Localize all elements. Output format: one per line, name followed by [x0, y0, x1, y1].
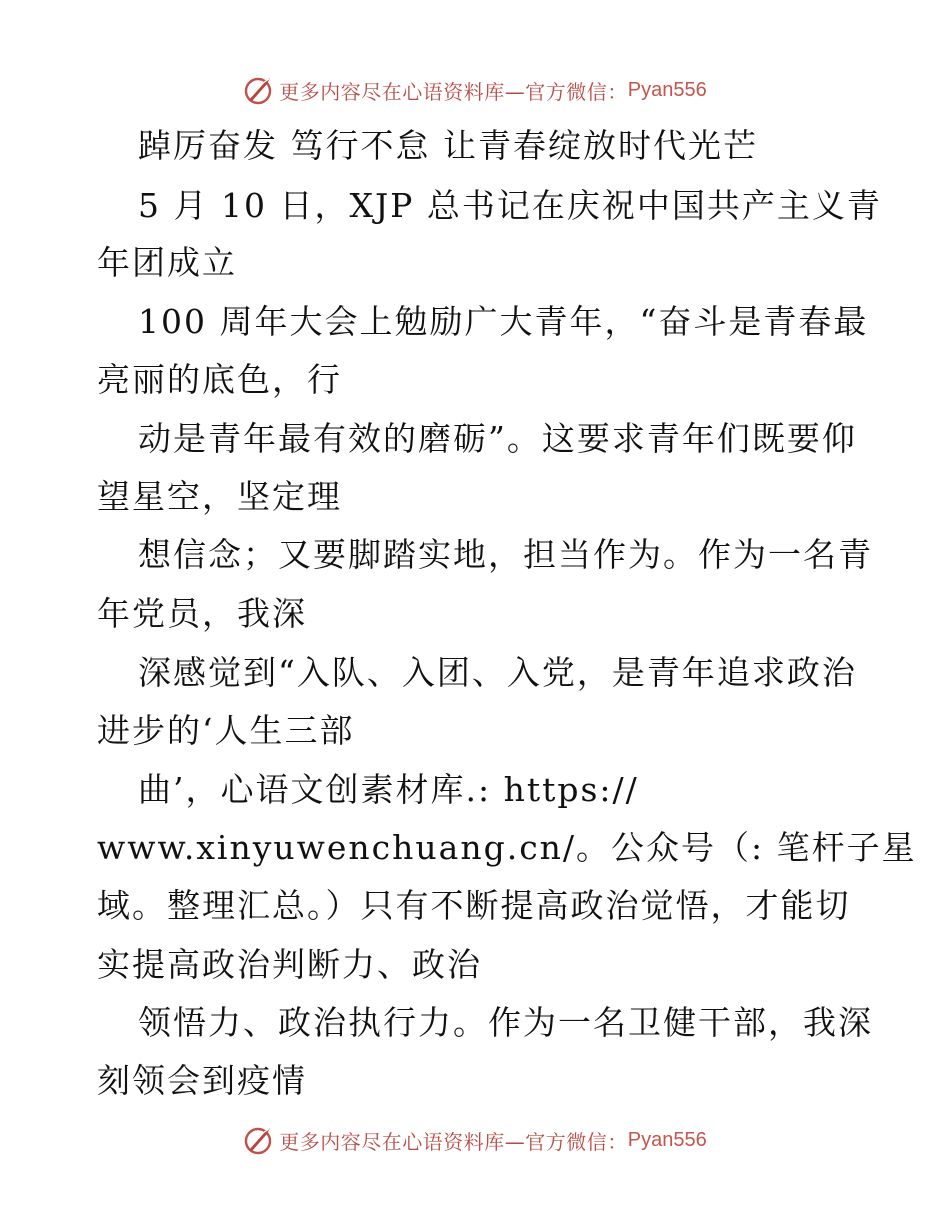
quill-logo-icon	[243, 1124, 275, 1156]
watermark-id: Pyan556	[627, 78, 707, 101]
text-line: 深感觉到“入队、入团、入党，是青年追求政治	[138, 653, 857, 692]
footer-watermark	[0, 1120, 950, 1160]
text-line: www.xinyuwenchuang.cn/。公众号（: 笔杆子星	[97, 828, 917, 867]
text-line: 实提高政治判断力、政治	[97, 945, 482, 984]
text-line: 年党员，我深	[97, 594, 307, 633]
text-line: 动是青年最有效的磨砺”。这要求青年们既要仰	[138, 419, 857, 458]
text-line: 刻领会到疫情	[97, 1061, 307, 1100]
text-line: 望星空，坚定理	[97, 477, 342, 516]
watermark-text: 更多内容尽在心语资料库—官方微信：	[279, 1129, 628, 1154]
text-line: 亮丽的底色，行	[97, 360, 342, 399]
text-line: 100 周年大会上勉励广大青年，“奋斗是青春最	[138, 302, 869, 341]
watermark-id: Pyan556	[627, 1128, 707, 1151]
text-line: 进步的‘人生三部	[97, 711, 355, 750]
watermark-text: 更多内容尽在心语资料库—官方微信：	[279, 79, 628, 104]
text-line: 年团成立	[97, 243, 237, 282]
text-line: 领悟力、政治执行力。作为一名卫健干部，我深	[138, 1003, 873, 1042]
document-title: 踔厉奋发 笃行不怠 让青春绽放时代光芒	[138, 126, 758, 165]
text-line: 曲’，心语文创素材库.: https://	[138, 770, 639, 809]
text-line: 域。整理汇总。）只有不断提高政治觉悟，才能切	[97, 886, 851, 925]
text-line: 5 月 10 日，XJP 总书记在庆祝中国共产主义青	[138, 186, 882, 225]
text-line: 想信念；又要脚踏实地，担当作为。作为一名青	[138, 535, 873, 574]
